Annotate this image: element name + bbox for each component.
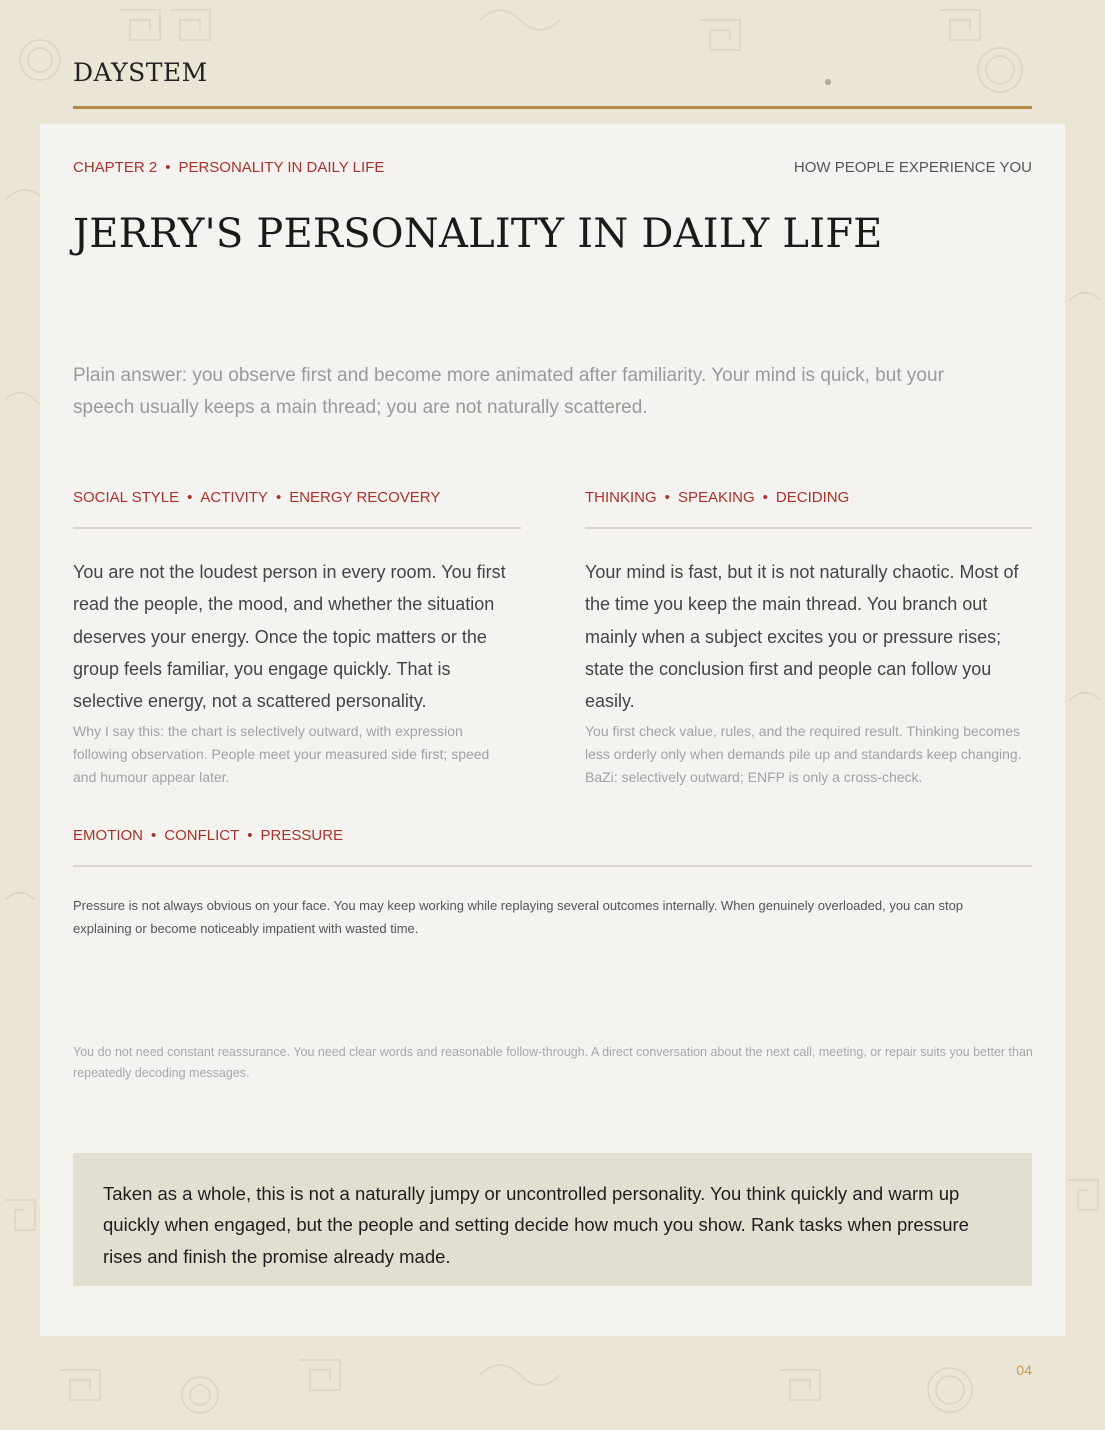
brand-divider [73,106,1032,109]
section-tag: THINKING [585,489,657,506]
emotion-section-divider [73,865,1032,867]
social-section-divider [73,527,521,529]
section-tag: ACTIVITY [200,489,268,506]
social-note: Why I say this: the chart is selectively outward, with expression following observation. People meet your measured side first; speed and humour appear later. [73,723,490,785]
social-body: You are not the loudest person in every room. You first read the people, the mood, and whether the situation deserves your energy. Once the topic matters or the group feels familiar, you engage quickly. That is selective energy, not a scattered personality. [73,562,506,712]
emotion-section-heading [73,826,343,846]
emotion-note: You do not need constant reassurance. You need clear words and reasonable follow-through. A direct conversation about the next call, meeting, or repair suits you better than repeatedly decoding messages. [73,1045,1033,1080]
brand-logo: DAYSTEM [73,58,208,87]
chapter-topic: PERSONALITY IN DAILY LIFE [178,159,385,176]
tag-separator: • [664,489,670,506]
section-tag: ENERGY RECOVERY [289,489,441,506]
tag-separator: • [275,489,282,506]
chapter-number: CHAPTER 2 [73,159,158,176]
section-tag: PRESSURE [260,827,344,844]
intro-paragraph: Plain answer: you observe first and become more animated after familiarity. Your mind is quick, but your speech usually keeps a main thread; you are not naturally scattered. [73,365,944,418]
chapter-label [73,158,384,178]
section-tag: SOCIAL STYLE [73,489,180,506]
tag-separator: • [762,489,768,506]
chapter-separator: • [165,159,171,176]
thinking-section-heading [585,488,849,508]
thinking-body: Your mind is fast, but it is not naturally chaotic. Most of the time you keep the main thread. You branch out mainly when a subject excites you or pressure rises; state the conclusion first and people can follow you easily. [585,562,1019,712]
emotion-body: Pressure is not always obvious on your face. You may keep working while replaying several outcomes internally. When genuinely overloaded, you can stop explaining or become noticeably impatient with wasted time. [73,898,964,936]
tag-separator: • [187,489,193,506]
section-tag: CONFLICT [164,827,240,844]
page-number: 04 [1016,1362,1032,1378]
thinking-note: You first check value, rules, and the required result. Thinking becomes less orderly only when demands pile up and standards keep changing. BaZi: selectively outward; ENFP is only a cross-check. [585,723,1022,785]
section-subtitle: HOW PEOPLE EXPERIENCE YOU [793,159,1032,176]
tag-separator: • [151,827,157,844]
summary-box [73,1153,1032,1286]
section-tag: DECIDING [775,489,850,506]
social-section-heading [73,488,440,508]
thinking-section-divider [585,527,1032,529]
summary-text: Taken as a whole, this is not a naturally jumpy or uncontrolled personality. You think quickly and warm up quickly when engaged, but the people and setting decide how much you show. Rank tasks when pressure rises and finish the promise already made. [103,1183,969,1267]
section-tag: EMOTION [73,827,143,844]
content-card [40,124,1065,1336]
tag-separator: • [247,827,253,844]
section-tag: SPEAKING [677,489,755,506]
page-title: JERRY'S PERSONALITY IN DAILY LIFE [73,211,883,257]
